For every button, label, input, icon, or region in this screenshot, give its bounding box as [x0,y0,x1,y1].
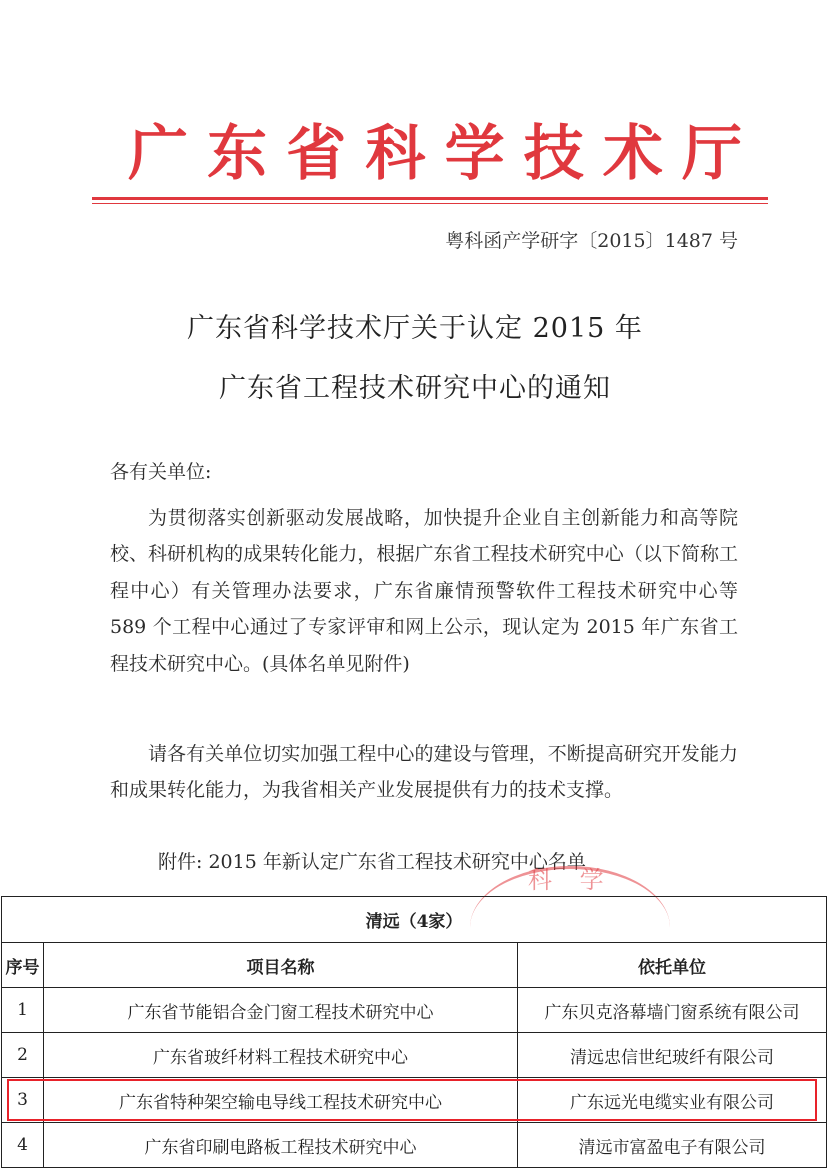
row-index: 3 [2,1078,44,1123]
attachment-note: 附件: 2015 年新认定广东省工程技术研究中心名单 [158,851,586,873]
row-index: 1 [2,988,44,1033]
letterhead-rule-thin [92,203,768,204]
letterhead-char: 技 [523,119,584,189]
row-project-name: 广东省印刷电路板工程技术研究中心 [44,1123,518,1168]
table-row [2,988,827,1033]
row-index: 2 [2,1033,44,1078]
body-paragraph-2: 请各有关单位切实加强工程中心的建设与管理，不断提高研究开发能力和成果转化能力，为我省相关产业发展提供有力的技术支撑。 [110,743,738,802]
row-host-unit: 广东远光电缆实业有限公司 [518,1078,827,1123]
table-row [2,1123,827,1168]
letterhead-char: 学 [444,119,505,189]
letterhead-char: 术 [602,119,663,189]
row-host-unit: 清远市富盈电子有限公司 [518,1123,827,1168]
letterhead-rule [92,197,768,200]
salutation: 各有关单位: [110,461,212,483]
header-host-unit: 依托单位 [518,943,827,988]
row-index: 4 [2,1123,44,1168]
header-project-name: 项目名称 [44,943,518,988]
row-project-name: 广东省节能铝合金门窗工程技术研究中心 [44,988,518,1033]
row-host-unit: 广东贝克洛幕墙门窗系统有限公司 [518,988,827,1033]
row-host-unit: 清远忠信世纪玻纤有限公司 [518,1033,827,1078]
engineering-center-table [1,896,827,1168]
letterhead-title [128,118,742,190]
notice-title-line1: 广东省科学技术厅关于认定 2015 年 [187,313,643,344]
letterhead-char: 厅 [681,119,742,189]
letterhead-char: 省 [286,119,347,189]
letterhead-char: 科 [365,119,426,189]
region-header-row [2,897,827,943]
header-index: 序号 [2,943,44,988]
table-header-row [2,943,827,988]
letterhead-char: 东 [207,119,268,189]
row-project-name: 广东省玻纤材料工程技术研究中心 [44,1033,518,1078]
document-number: 粤科函产学研字〔2015〕1487 号 [445,230,738,252]
region-label: 清远（4家） [2,897,827,943]
notice-title-line2: 广东省工程技术研究中心的通知 [219,373,611,404]
table-row [2,1078,827,1123]
table-row [2,1033,827,1078]
letterhead-char: 广 [128,119,188,189]
body-paragraph-1: 为贯彻落实创新驱动发展战略，加快提升企业自主创新能力和高等院校、科研机构的成果转化能力，根据广东省工程技术研究中心（以下简称工程中心）有关管理办法要求，广东省廉情预警软件工程技术研究中心等 589 个工程中心通过了专家评审和网上公示，现认定为 2015 年广东省工程技术研究中心。(具体名单见附件) [110,507,738,675]
seal-text: 科 学 [528,866,614,894]
row-project-name: 广东省特种架空输电导线工程技术研究中心 [44,1078,518,1123]
